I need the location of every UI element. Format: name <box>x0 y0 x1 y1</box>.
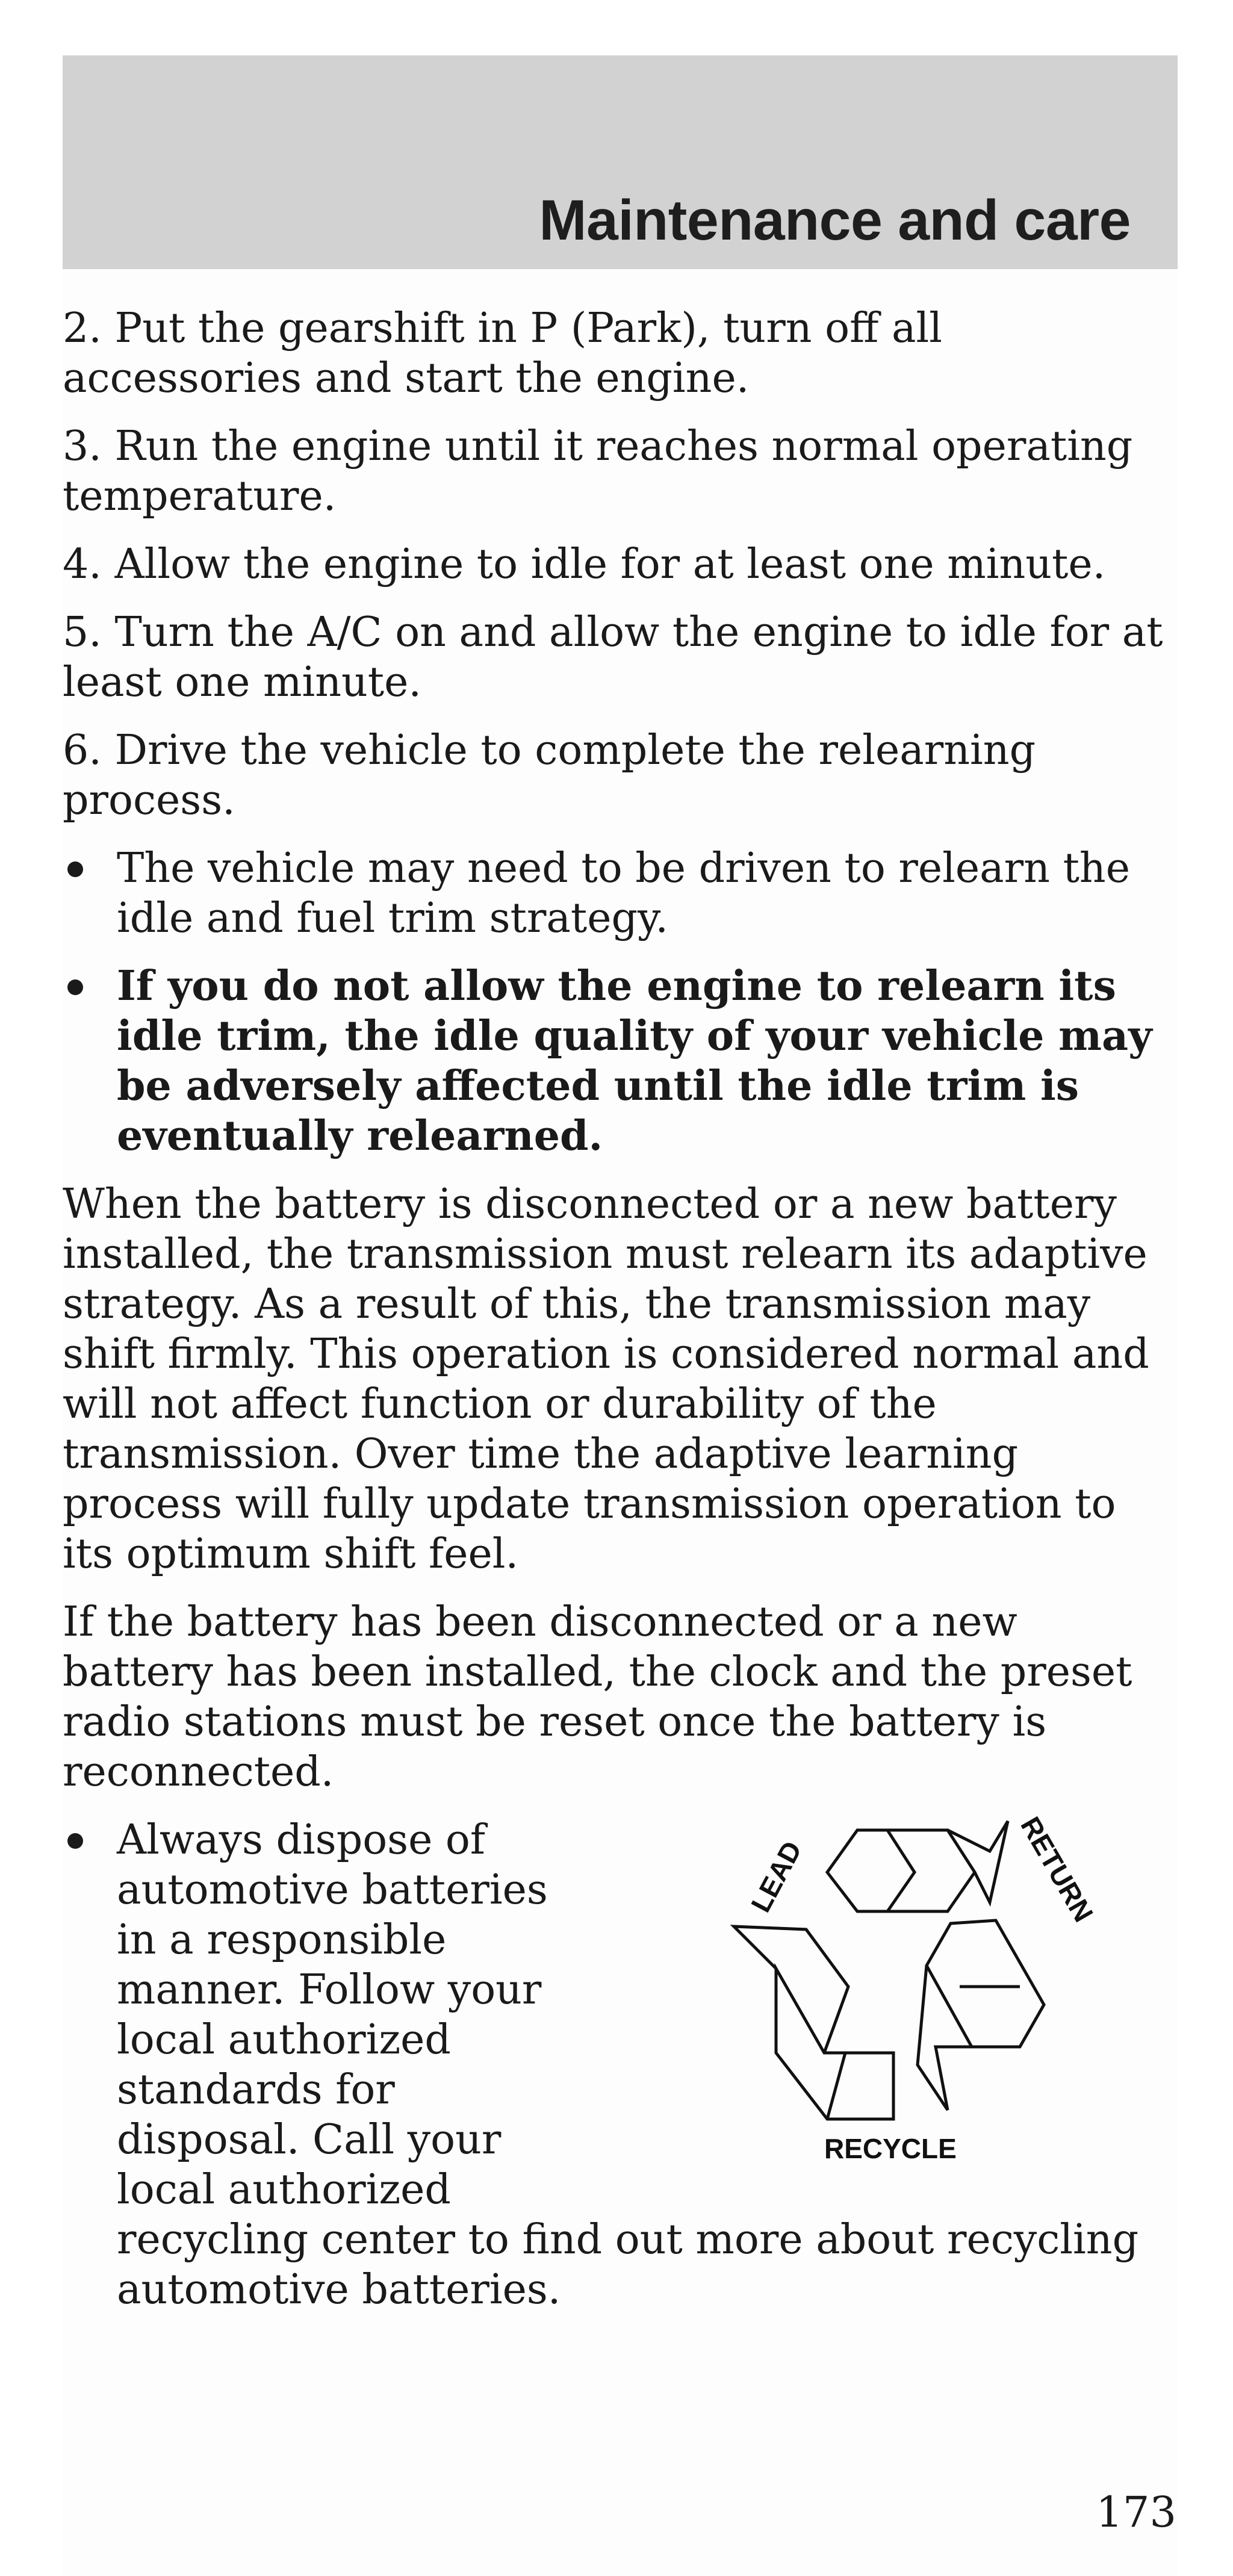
disposal-line: disposal. Call your <box>117 2116 502 2164</box>
recycle-arrow-top-fold <box>887 1830 915 1911</box>
disposal-line: in a responsible <box>117 1916 447 1964</box>
recycle-arrowhead-left <box>734 1926 848 2053</box>
recycle-arrow-left-fold <box>827 2053 845 2119</box>
step-4: 4. Allow the engine to idle for at least one minute. <box>63 541 1106 588</box>
bullet-text: The vehicle may need to be driven to relearn the idle and fuel trim strategy. <box>117 845 1130 942</box>
bullet-icon <box>67 979 83 995</box>
recycle-symbol-graphic <box>707 1806 1140 2179</box>
disposal-line: standards for <box>117 2066 395 2114</box>
page-header <box>63 55 1178 269</box>
disposal-bullet <box>63 1811 1178 2315</box>
bullet-icon <box>67 1833 83 1849</box>
disposal-line: automotive batteries <box>117 1866 548 1914</box>
recycle-label: RECYCLE <box>824 2133 957 2164</box>
recycle-icon <box>707 1806 1140 2179</box>
disposal-text-wrapped <box>117 1815 550 2215</box>
return-label: RETURN <box>1014 1811 1100 1927</box>
section-title: Maintenance and care <box>539 188 1131 252</box>
recycle-arrow-top <box>827 1830 975 1911</box>
step-6: 6. Drive the vehicle to complete the relearning process. <box>63 727 1036 824</box>
disposal-line: local authorized <box>117 2166 451 2214</box>
clock-radio-paragraph: If the battery has been disconnected or a new battery has been installed, the clock and the preset radio stations must be reset once the battery is reconnected. <box>63 1598 1132 1796</box>
recycle-arrow-right <box>927 1920 1044 2047</box>
bullet-icon <box>67 861 83 877</box>
lead-label: LEAD <box>744 1836 808 1917</box>
step-5: 5. Turn the A/C on and allow the engine to idle for at least one minute. <box>63 609 1163 706</box>
recycle-arrowhead-top <box>948 1821 1008 1902</box>
step-3: 3. Run the engine until it reaches normal operating temperature. <box>63 423 1133 520</box>
disposal-line: Always dispose of <box>117 1816 486 1864</box>
page-content <box>63 303 1178 2315</box>
page-number: 173 <box>1096 2488 1176 2537</box>
bullet-item <box>63 843 1178 943</box>
disposal-line: manner. Follow your <box>117 1966 542 2014</box>
disposal-line: recycling center to find out more about recycling <box>117 2216 1139 2264</box>
transmission-paragraph: When the battery is disconnected or a new battery installed, the transmission must relearn its adaptive strategy. As a result of this, the transmission may shift firmly. This operation is considered normal and will not affect function or durability of the transmission. Over time the adaptive learning process will fully update transmission operation to its optimum shift feel. <box>63 1181 1149 1578</box>
manual-page <box>63 55 1178 2576</box>
disposal-line: local authorized <box>117 2016 451 2064</box>
bullet-item-warning <box>63 961 1178 1161</box>
disposal-line: automotive batteries. <box>117 2266 561 2314</box>
bullet-text: If you do not allow the engine to relearn its idle trim, the idle quality of your vehicle may be adversely affected until the idle trim is eventually relearned. <box>117 962 1152 1160</box>
step-2: 2. Put the gearshift in P (Park), turn off all accessories and start the engine. <box>63 305 943 402</box>
